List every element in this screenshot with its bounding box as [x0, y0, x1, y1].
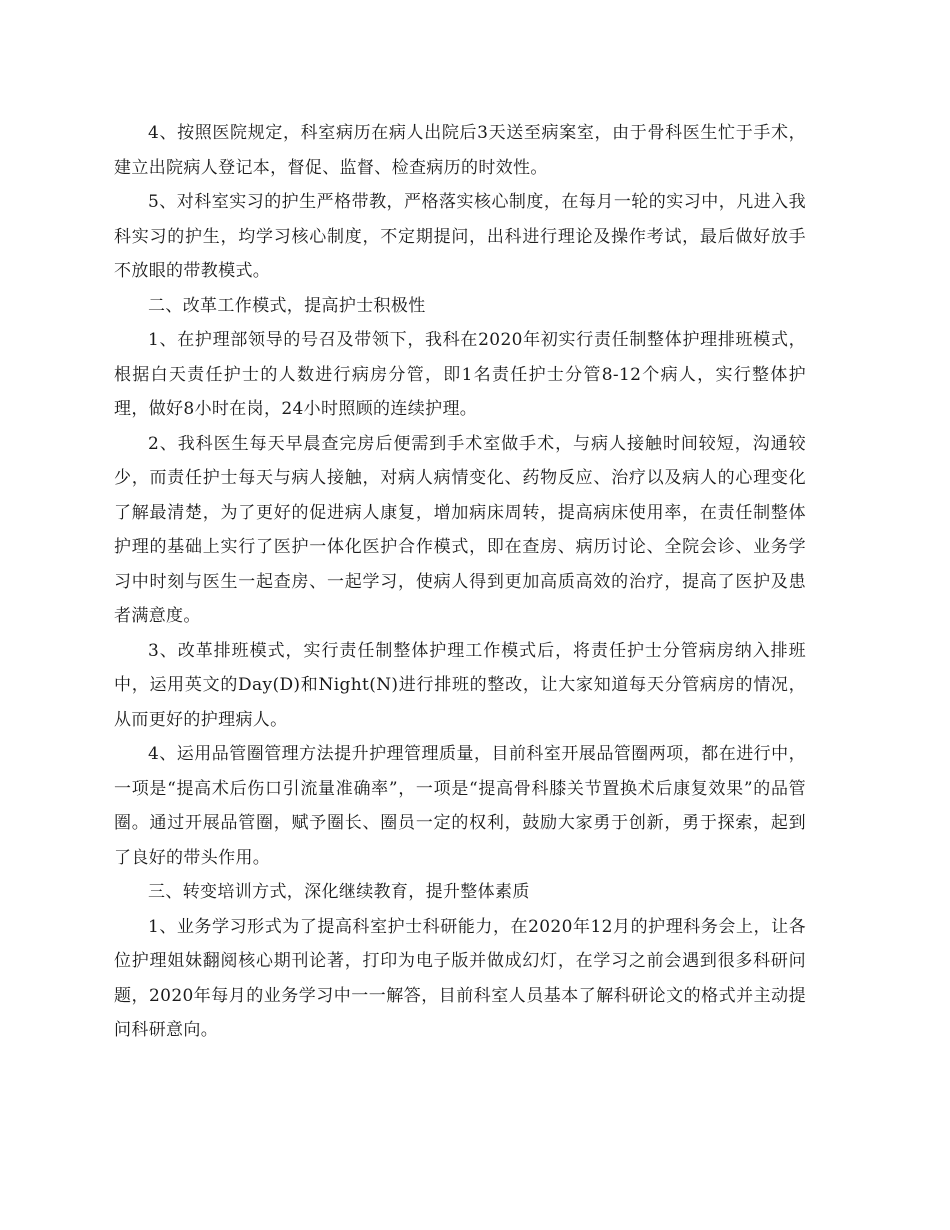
paragraph-responsibility-nursing: 1、在护理部领导的号召及带领下，我科在2020年初实行责任制整体护理排班模式，根据白天责任护士的人数进行病房分管，即1名责任护士分管8-12个病人，实行整体护理，做好8小时在岗，24小时照顾的连续护理。: [114, 330, 806, 419]
paragraph-shift-reform: 3、改革排班模式，实行责任制整体护理工作模式后，将责任护士分管病房纳入排班中，运用英文的Day(D)和Night(N)进行排班的整改，让大家知道每天分管病房的情况，从而更好的护理病人。: [114, 640, 806, 730]
section-heading-training: 三、转变培训方式，深化继续教育，提升整体素质: [148, 882, 530, 902]
document-body: [114, 116, 806, 1048]
paragraph-doctor-nurse-cooperation: 2、我科医生每天早晨查完房后便需到手术室做手术，与病人接触时间较短，沟通较少，而责任护士每天与病人接触，对病人病情变化、药物反应、治疗以及病人的心理变化了解最清楚，为了更好的促进病人康复，增加病床周转，提高病床使用率，在责任制整体护理的基础上实行了医护一体化医护合作模式，即在查房、病历讨论、全院会诊、业务学习中时刻与医生一起查房、一起学习，使病人得到更加高质高效的治疗，提高了医护及患者满意度。: [114, 433, 806, 626]
paragraph-intern-teaching: 5、对科室实习的护生严格带教，严格落实核心制度，在每月一轮的实习中，凡进入我科实习的护生，均学习核心制度，不定期提问，出科进行理论及操作考试，最后做好放手不放眼的带教模式。: [114, 192, 806, 281]
section-heading-work-mode: 二、改革工作模式，提高护士积极性: [148, 295, 426, 316]
paragraph-research-study: 1、业务学习形式为了提高科室护士科研能力，在2020年12月的护理科务会上，让各位护理姐妹翻阅核心期刊论著，打印为电子版并做成幻灯，在学习之前会遇到很多科研问题，2020年每月的业务学习中一一解答，目前科室人员基本了解科研论文的格式并主动提问科研意向。: [114, 916, 806, 1040]
paragraph-quality-circle: 4、运用品管圈管理方法提升护理管理质量，目前科室开展品管圈两项，都在进行中，一项是“提高术后伤口引流量准确率”，一项是“提高骨科膝关节置换术后康复效果”的品管圈。通过开展品管圈，赋予圈长、圈员一定的权利，鼓励大家勇于创新，勇于探索，起到了良好的带头作用。: [114, 744, 806, 868]
paragraph-medical-record: 4、按照医院规定，科室病历在病人出院后3天送至病案室，由于骨科医生忙于手术，建立出院病人登记本，督促、监督、检查病历的时效性。: [114, 123, 806, 178]
